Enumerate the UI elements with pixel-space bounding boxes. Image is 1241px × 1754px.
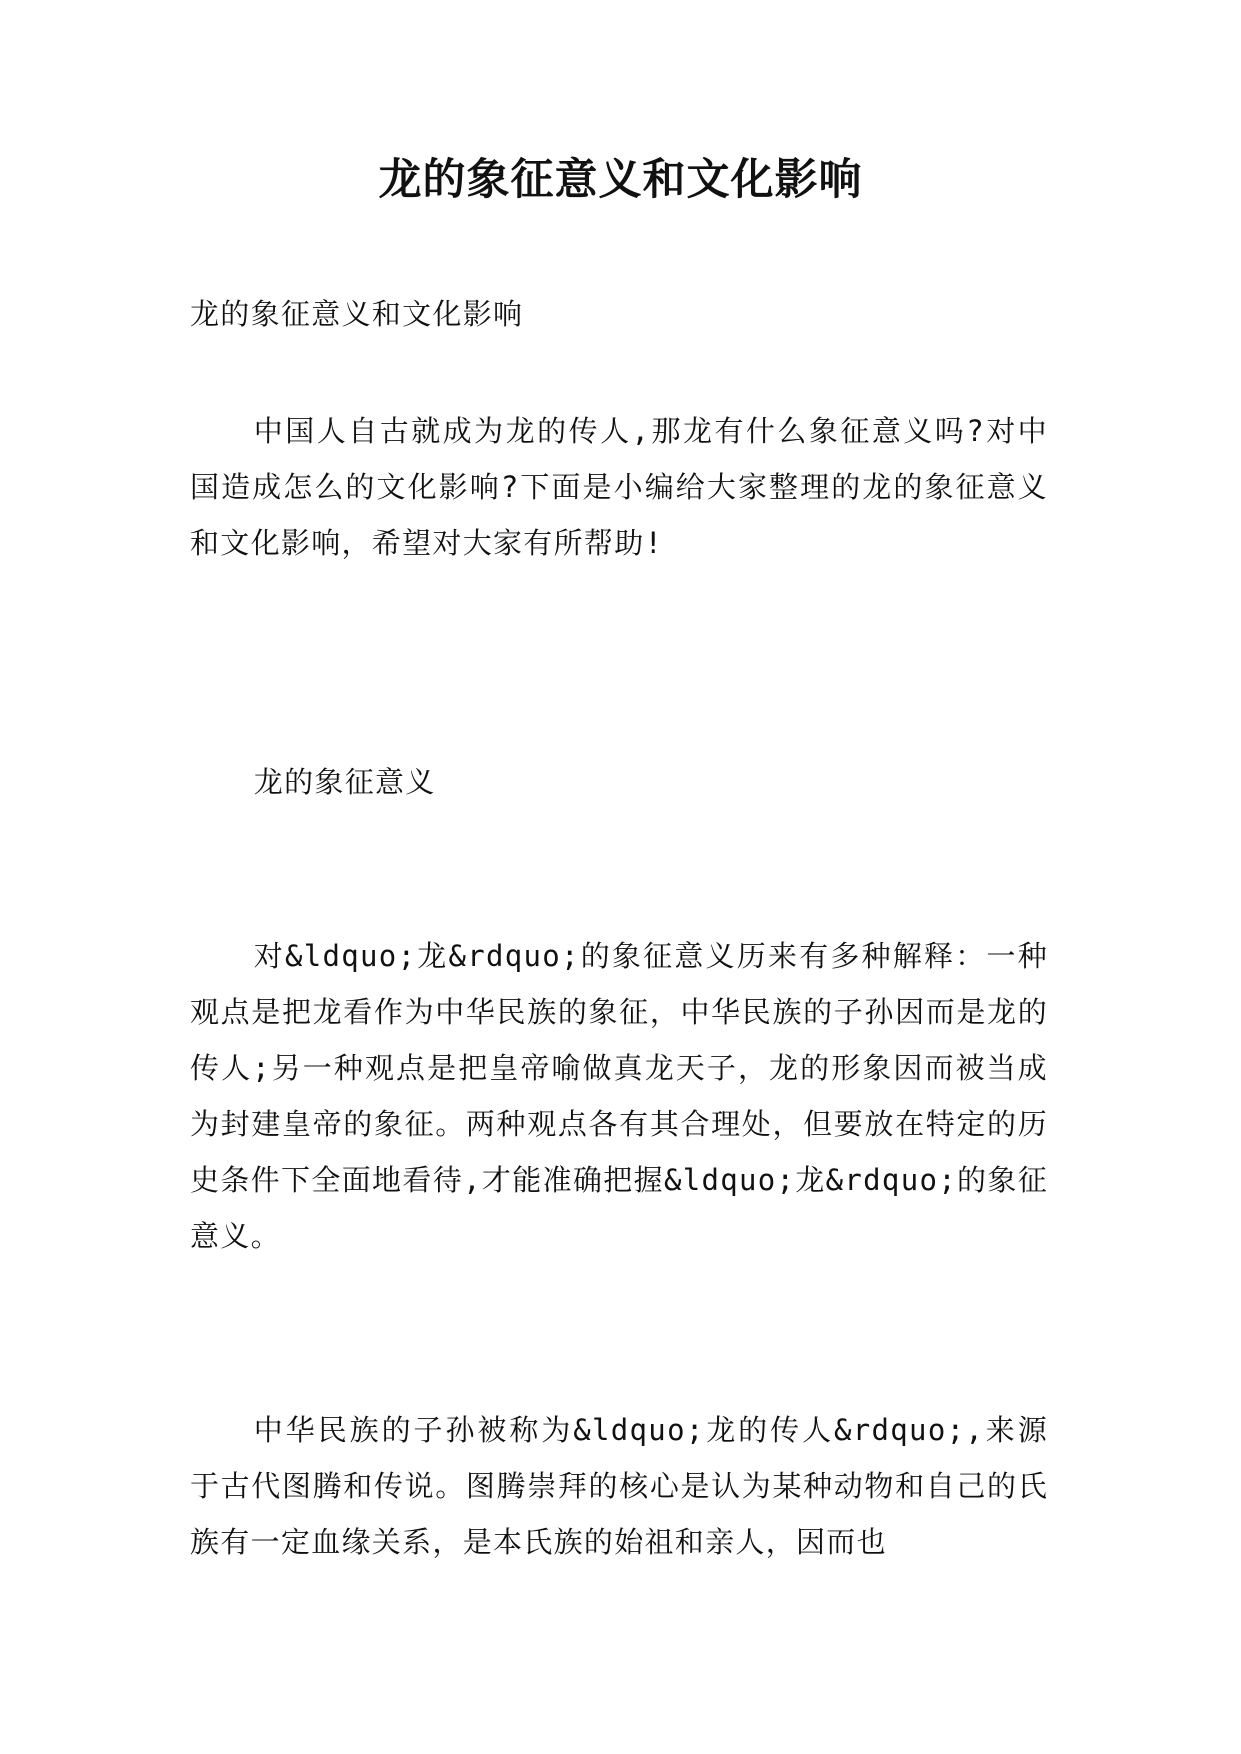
section-heading: 龙的象征意义 <box>253 765 436 799</box>
document-title: 龙的象征意义和文化影响 <box>378 155 863 205</box>
document-subtitle: 龙的象征意义和文化影响 <box>190 297 524 331</box>
intro-paragraph: 中国人自古就成为龙的传人,那龙有什么象征意义吗?对中国造成怎么的文化影响?下面是小编给大家整理的龙的象征意义和文化影响，希望对大家有所帮助! <box>190 414 1048 560</box>
body-paragraph-1: 对&ldquo;龙&rdquo;的象征意义历来有多种解释：一种观点是把龙看作为中华民族的象征，中华民族的子孙因而是龙的传人;另一种观点是把皇帝喻做真龙天子，龙的形象因而被当成为封建皇帝的象征。两种观点各有其合理处，但要放在特定的历史条件下全面地看待,才能准确把握&ldquo;龙&rdquo;的象征意义。 <box>190 939 1048 1253</box>
body-paragraph-2: 中华民族的子孙被称为&ldquo;龙的传人&rdquo;,来源于古代图腾和传说。图腾崇拜的核心是认为某种动物和自己的氏族有一定血缘关系，是本氏族的始祖和亲人，因而也 <box>190 1413 1048 1559</box>
